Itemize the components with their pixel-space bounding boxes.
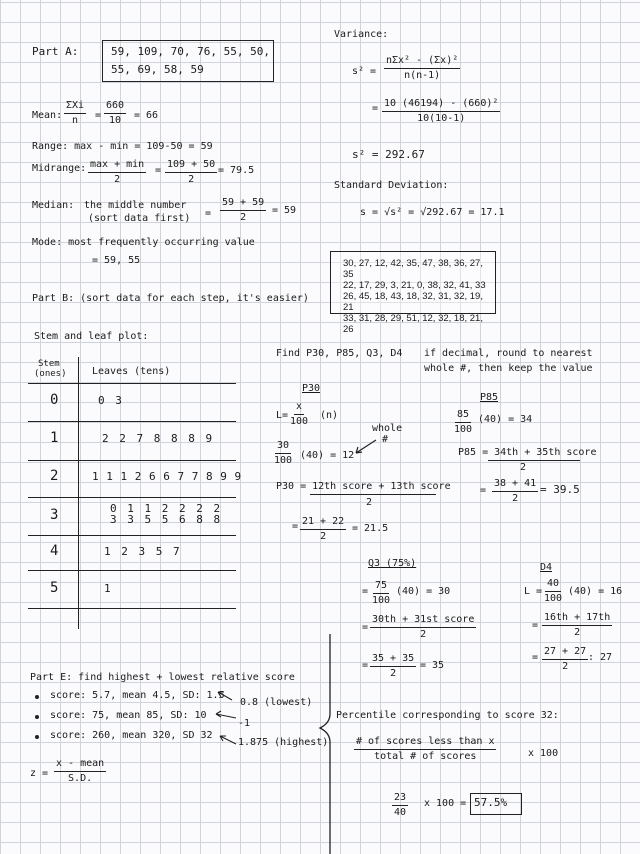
percentile-rank-times: x 100 (528, 748, 559, 759)
p30-res-den: 2 (320, 531, 327, 542)
whole-note-line1: whole (372, 423, 403, 434)
percentile-rank-fraction (392, 792, 408, 819)
whole-arrow-icon (350, 438, 380, 458)
q3-den: 100 (372, 595, 391, 606)
d4-title: D4 (540, 562, 553, 573)
variance-sub-den: 10(10-1) (417, 113, 466, 124)
mean-num: 660 (104, 100, 126, 114)
q3-eq2: = (362, 622, 369, 633)
midrange-label: Midrange: (32, 163, 87, 174)
midrange-eq: = (155, 165, 162, 176)
percentile-rank-times2: x 100 = (424, 798, 467, 809)
p85-score-bar (488, 460, 580, 461)
q3-num: 75 (373, 580, 389, 594)
p30-den: 100 (274, 455, 293, 466)
raw-data-row: 26, 45, 18, 43, 18, 32, 31, 32, 19, 21 (343, 291, 483, 313)
q3-result-fraction (370, 653, 416, 680)
percentile-rank-formula (354, 736, 496, 763)
leaves-value-second-line: 3 3 5 5 6 8 8 (110, 513, 223, 526)
d4-calc: (40) = 16 (568, 586, 623, 597)
p85-res-den: 2 (512, 493, 519, 504)
mean-den: 10 (109, 115, 122, 126)
row-line (28, 535, 236, 536)
variance-formula-den: n(n-1) (404, 70, 441, 81)
median-line1: the middle number (84, 200, 187, 211)
part-e-answer: -1 (238, 718, 251, 729)
row-line (28, 421, 236, 422)
variance-sub-num: 10 (46194) - (660)² (382, 98, 500, 112)
p30-result-fraction (300, 516, 346, 543)
variance-s2-label: s² = (352, 66, 377, 77)
z-den: S.D. (68, 773, 93, 784)
q3-res-num: 35 + 35 (370, 653, 416, 667)
row-line (28, 460, 236, 461)
part-a-label: Part A: (32, 45, 79, 58)
bullet (35, 715, 39, 719)
mean-result: = 66 (134, 110, 159, 121)
leaves-value: 2 2 7 8 8 8 9 (102, 432, 215, 445)
leaves-value: 1 (104, 582, 113, 595)
d4-eq: = (532, 620, 539, 631)
leaves-value: 1 1 1 2 6 6 7 7 8 9 9 (92, 470, 242, 483)
mean-formula (64, 100, 86, 127)
midrange-formula (88, 159, 146, 186)
q3-title: Q3 (75%) (368, 558, 417, 569)
p85-num: 85 (455, 409, 471, 423)
q3-result: = 35 (420, 660, 445, 671)
q3-score-fraction (370, 614, 476, 641)
part-e-answer: 1.875 (highest) (238, 737, 329, 748)
p85-result: = 39.5 (540, 483, 580, 496)
mean-formula-den: n (72, 115, 79, 126)
part-e-item: score: 5.7, mean 4.5, SD: 1.5 (50, 690, 225, 701)
p85-res-num: 38 + 41 (492, 478, 538, 492)
stem-value: 5 (50, 580, 59, 596)
median-line2: (sort data first) (88, 213, 191, 224)
leaves-value: 1 2 3 5 7 (104, 545, 182, 558)
median-num: 59 + 59 (220, 197, 266, 211)
variance-eq: = (372, 103, 379, 114)
p30-score-den: 2 (366, 497, 373, 508)
percentile-rank-num2: 23 (392, 792, 408, 806)
q3-eq3: = (362, 660, 369, 671)
raw-data-row: 33, 31, 28, 29, 51, 12, 32, 18, 21, 26 (343, 313, 483, 335)
section-divider-brace (318, 634, 342, 854)
z-label: z = (30, 768, 49, 779)
p85-den: 100 (454, 424, 473, 435)
raw-data-row: 30, 27, 12, 42, 35, 47, 38, 36, 27, 35 (343, 258, 483, 280)
stem-value: 0 (50, 392, 59, 408)
stem-value: 4 (50, 543, 59, 559)
d4-num: 40 (545, 578, 561, 592)
stem-leaf-divider (78, 357, 79, 629)
d4-score-fraction (542, 612, 612, 639)
p30-formula-den: 100 (290, 416, 309, 427)
part-e-title: Part E: find highest + lowest relative score (30, 672, 295, 683)
median-den: 2 (240, 212, 247, 223)
stem-leaf-title: Stem and leaf plot: (34, 331, 149, 342)
variance-result: s² = 292.67 (352, 148, 425, 161)
p30-n-part: (n) (320, 410, 339, 421)
median-result: = 59 (272, 205, 297, 216)
d4-result: : 27 (588, 652, 613, 663)
median-fraction (220, 197, 266, 224)
variance-title: Variance: (334, 29, 389, 40)
range-text: Range: max - min = 109-50 = 59 (32, 141, 213, 152)
p30-calc: (40) = 12 (300, 450, 355, 461)
midrange-formula-den: 2 (114, 174, 121, 185)
z-formula (54, 758, 106, 785)
z-num: x - mean (54, 758, 106, 772)
q3-score-den: 2 (420, 629, 427, 640)
d4-score-den: 2 (574, 627, 581, 638)
part-a-data-line2: 55, 69, 58, 59 (111, 63, 204, 76)
d4-res-num: 27 + 27 (542, 646, 588, 660)
mean-formula-num: ΣXi (64, 100, 86, 114)
midrange-result: = 79.5 (218, 165, 255, 176)
p85-title: P85 (480, 392, 499, 403)
midrange-num: 109 + 50 (165, 159, 217, 173)
p30-formula (288, 401, 310, 428)
mean-label: Mean: (32, 110, 63, 121)
p85-fraction (452, 409, 474, 436)
p30-formula-num: x (294, 401, 304, 415)
stem-header-line1: Stem (38, 359, 60, 369)
variance-formula (384, 55, 460, 82)
stem-leaf-header-line (28, 383, 236, 384)
q3-eq: = (362, 586, 369, 597)
p30-res-num: 21 + 22 (300, 516, 346, 530)
raw-data-box (330, 251, 496, 335)
part-a-data-line1: 59, 109, 70, 76, 55, 50, (111, 45, 270, 58)
q3-res-den: 2 (390, 668, 397, 679)
row-line (28, 608, 236, 609)
find-percentiles: Find P30, P85, Q3, D4 (276, 348, 403, 359)
row-line (28, 497, 236, 498)
part-e-item: score: 75, mean 85, SD: 10 (50, 710, 207, 721)
p30-score-eq: P30 = 12th score + 13th score (276, 481, 451, 492)
midrange-formula-num: max + min (88, 159, 146, 173)
q3-fraction (370, 580, 392, 607)
whole-note-line2: # (382, 434, 389, 445)
q3-score-num: 30th + 31st score (370, 614, 476, 628)
part-a-data-box (102, 40, 274, 82)
d4-result-fraction (542, 646, 588, 673)
midrange-den: 2 (188, 174, 195, 185)
percentile-rank-title: Percentile corresponding to score 32: (336, 710, 559, 721)
p30-title: P30 (302, 383, 321, 394)
d4-eq2: = (532, 652, 539, 663)
q3-calc: (40) = 30 (396, 586, 451, 597)
raw-data-row: 22, 17, 29, 3, 21, 0, 38, 32, 41, 33 (343, 280, 486, 291)
mean-eq: = (95, 110, 102, 121)
d4-fraction (542, 578, 564, 605)
sd-title: Standard Deviation: (334, 180, 449, 191)
d4-score-num: 16th + 17th (542, 612, 612, 626)
p85-result-fraction (492, 478, 538, 505)
row-line (28, 570, 236, 571)
stem-header-line2: (ones) (34, 369, 67, 379)
part-b-text: Part B: (sort data for each step, it's easier) (32, 293, 309, 304)
midrange-fraction (165, 159, 217, 186)
variance-sub (382, 98, 500, 125)
round-note-line2: whole #, then keep the value (424, 363, 593, 374)
stem-value: 2 (50, 468, 59, 484)
p30-fraction (272, 440, 294, 467)
d4-l-label: L = (524, 586, 543, 597)
round-note-line1: if decimal, round to nearest (424, 348, 593, 359)
median-eq: = (205, 208, 212, 219)
mode-text: Mode: most frequently occurring value (32, 237, 255, 248)
percentile-rank-den2: 40 (394, 807, 407, 818)
p30-result: = 21.5 (352, 523, 389, 534)
d4-res-den: 2 (562, 661, 569, 672)
p30-score-bar (310, 494, 436, 495)
p85-score-den: 2 (520, 462, 527, 473)
p85-calc: (40) = 34 (478, 414, 533, 425)
p30-eq: = (292, 521, 299, 532)
percentile-rank-result: 57.5% (474, 796, 508, 809)
percentile-rank-num: # of scores less than x (354, 736, 496, 750)
percentile-rank-result-box (470, 793, 522, 815)
variance-formula-num: nΣx² - (Σx)² (384, 55, 460, 69)
stem-value: 3 (50, 507, 59, 523)
mode-result: = 59, 55 (92, 255, 141, 266)
stem-value: 1 (50, 430, 59, 446)
p30-num: 30 (275, 440, 291, 454)
median-label: Median: (32, 200, 75, 211)
bullet (35, 695, 39, 699)
leaves-value: 0 1 1 2 2 2 2 (110, 502, 223, 515)
part-e-item: score: 260, mean 320, SD 32 (50, 730, 213, 741)
p30-l-label: L= (276, 410, 289, 421)
percentile-rank-den: total # of scores (374, 751, 477, 762)
leaves-header: Leaves (tens) (92, 366, 171, 377)
part-e-answer: 0.8 (lowest) (240, 697, 313, 708)
leaves-value: 0 3 (98, 394, 124, 407)
p85-eq: = (480, 485, 487, 496)
mean-fraction (104, 100, 126, 127)
sd-text: s = √s² = √292.67 = 17.1 (360, 207, 505, 218)
p85-score-eq: P85 = 34th + 35th score (458, 447, 597, 458)
bullet (35, 735, 39, 739)
d4-den: 100 (544, 593, 563, 604)
